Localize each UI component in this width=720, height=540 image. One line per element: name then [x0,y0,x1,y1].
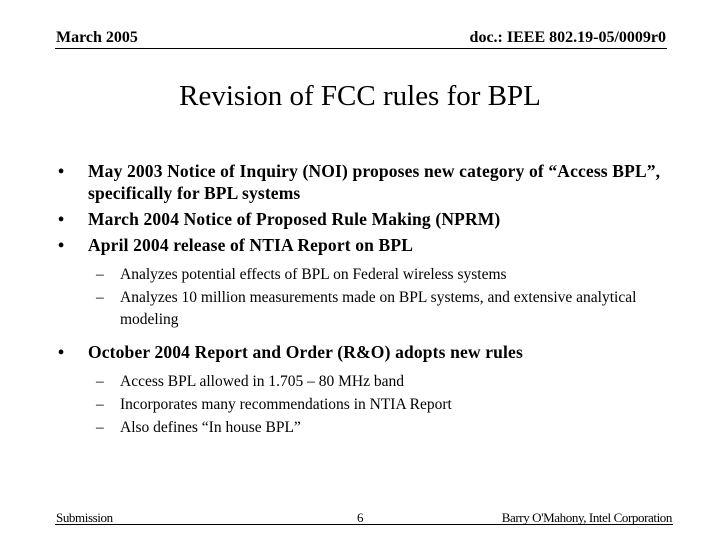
bullet-list [56,160,676,440]
sub-bullet-dash: – [96,289,104,306]
bullet-text: April 2004 release of NTIA Report on BPL [88,235,414,255]
header-date: March 2005 [56,29,138,46]
sub-bullet-item [56,394,676,416]
header-rule [55,48,667,49]
sub-bullet-dash: – [96,373,104,390]
sub-bullet-dash: – [96,419,104,436]
sub-bullet-dash: – [96,266,104,283]
sub-bullet-text: Incorporates many recommendations in NTIA Report [120,396,452,413]
bullet-item [56,341,676,363]
sub-bullet-item [56,264,676,286]
sub-bullet-item [56,371,676,393]
sub-bullet-text: Analyzes 10 million measurements made on BPL systems, and extensive analytical modeling [120,289,637,328]
sub-bullet-text: Analyzes potential effects of BPL on Federal wireless systems [120,266,507,283]
bullet-text: March 2004 Notice of Proposed Rule Making (NPRM) [88,209,501,229]
bullet-item [56,234,676,256]
bullet-item [56,208,676,230]
footer-author: Barry O'Mahony, Intel Corporation [501,510,672,525]
slide-title: Revision of FCC rules for BPL [179,80,541,112]
sub-bullet-text: Also defines “In house BPL” [120,419,301,436]
header-doc-id: doc.: IEEE 802.19-05/0009r0 [469,29,666,46]
footer-submission: Submission [56,510,113,525]
bullet-dot: • [58,161,65,181]
sub-bullet-item [56,287,676,331]
sub-bullet-text: Access BPL allowed in 1.705 – 80 MHz band [120,373,404,390]
bullet-dot: • [58,235,65,255]
bullet-dot: • [58,209,65,229]
bullet-text: May 2003 Notice of Inquiry (NOI) proposes new category of “Access BPL”, specifically for BPL systems [88,161,661,203]
bullet-item [56,160,676,204]
footer-rule [55,524,673,525]
sub-bullet-item [56,417,676,439]
footer-page-number: 6 [357,510,364,525]
bullet-dot: • [58,342,65,362]
sub-bullet-dash: – [96,396,104,413]
bullet-text: October 2004 Report and Order (R&O) adopts new rules [88,342,523,362]
